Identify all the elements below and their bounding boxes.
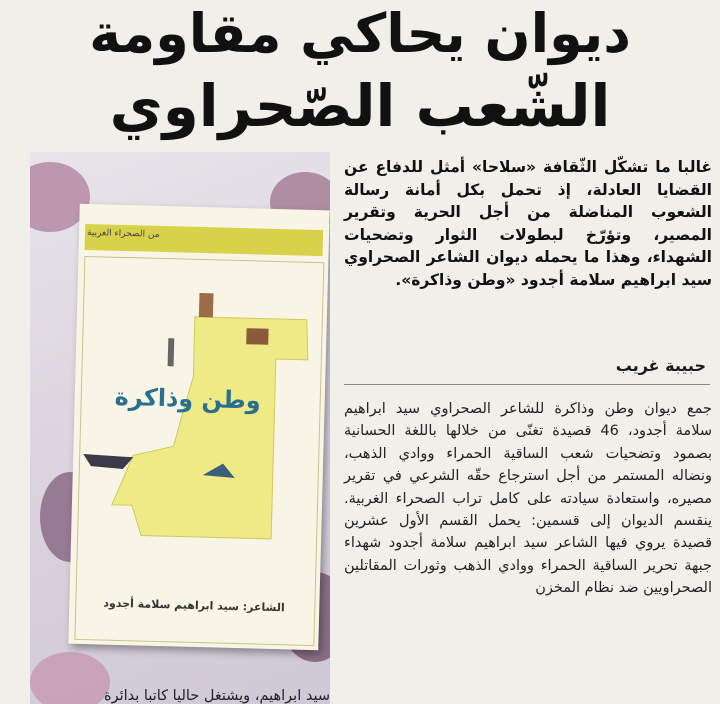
cutoff-text: سيد ابراهيم، ويشتغل حاليا كاتبا بدائرة [103,688,330,704]
ship-icon [83,454,133,469]
cover-author: الشاعر: سيد ابراهيم سلامة أجدود [103,596,285,615]
book-cover [68,204,329,650]
cover-band-text: من الصحراء الغربية [86,228,160,240]
headline-line-1: ديوان يحاكي مقاومة [89,2,631,65]
lighthouse-icon [168,338,175,366]
tower-icon [199,293,214,317]
building-icon [246,328,268,345]
body-paragraph: جمع ديوان وطن وذاكرة للشاعر الصحراوي سيد ابراهيم سلامة أجدود، 46 قصيدة تغنّى من خلالها باللغة الحسانية بصمود وتضحيات شعب الساقية الحمراء ووادي الذهب، ونضاله المستمر من أجل استرجاع حقّه الشرعي في تقرير مصيره، واستعادة سيادته على كامل تراب الصحراء الغربية. ينقسم الديوان إلى قسمين: يحمل القسم الأول عشرين قصيدة يروي فيها الشاعر سيد ابراهيم سلامة أجدود شهداء جبهة تحرير الساقية الحمراء ووادي الذهب وثورات المقاتلين الصحراويين ضد نظام المخزن [344,401,712,597]
sahara-map [68,204,329,650]
book-photo [30,152,330,704]
lead-paragraph: غالبا ما تشكّل الثّقافة «سلاحا» أمثل للدفاع عن القضايا العادلة، إذ تحمل بكل أمانة رسالة الشعوب المناضلة من أجل الحرية وتقرير المصير، وتؤرّخ لبطولات الثوار وتضحيات الشهداء، وهذا ما يحمله ديوان الشاعر الصحراوي سيد ابراهيم سلامة أجدود «وطن وذاكرة». [344,158,712,289]
divider [344,384,710,385]
byline: حبيبة غريب [615,356,706,375]
cover-title: وطن وذاكرة [114,382,262,415]
headline-line-2: الشّعب الصّحراوي [109,72,611,140]
